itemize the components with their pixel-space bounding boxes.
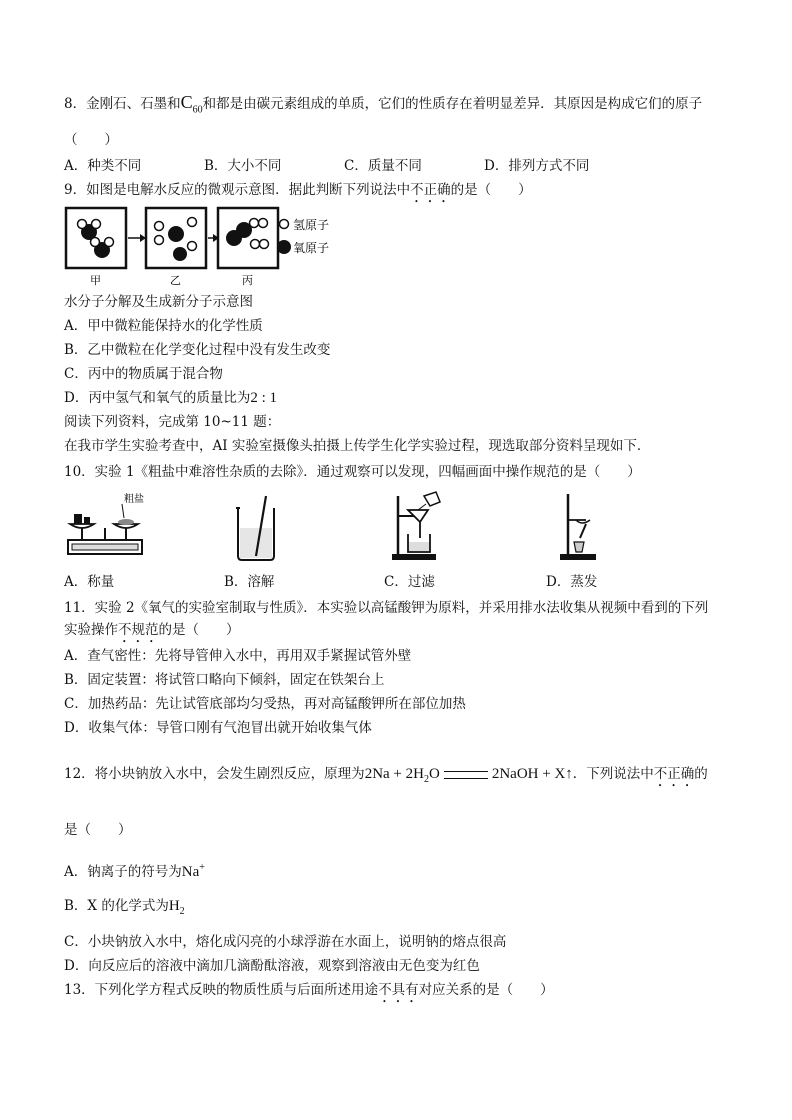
q12-option-a-text: A．钠离子的符号为 [64, 864, 182, 880]
q9-option-c[interactable]: C．丙中的物质属于混合物 [64, 366, 223, 382]
hydrogen-subscript: 2 [179, 906, 185, 917]
evaporation-figure [556, 490, 606, 562]
q12-equation [364, 766, 573, 785]
q8-stem-part-b: 和都是由碳元素组成的单质，它们的性质存在着明显差异．其原因是构成它们的原子 [202, 96, 703, 112]
q9-option-d[interactable] [64, 388, 277, 408]
q12-option-b-text: B．X 的化学式为 [64, 898, 169, 914]
q11-option-a[interactable]: A．查气密性：先将导管伸入水中，再用双手紧握试管外壁 [64, 648, 412, 664]
hydrogen-formula [168, 898, 185, 917]
c60-base: C [180, 92, 193, 112]
q11-stem-part-a: 实验操作 [64, 622, 118, 638]
q13-stem-part-b: 对应关系的是（ ） [418, 982, 554, 998]
q8-stem-part-a: 8．金刚石、石墨和 [64, 96, 181, 112]
q12-stem-part-a: 12．将小块钠放入水中，会发生剧烈反应，原理为 [64, 766, 365, 782]
q12-eq-right: 2NaOH + X↑ [491, 766, 573, 782]
q9-stem-part-a: 9．如图是电解水反应的微观示意图．据此判断下列说法中 [64, 182, 411, 198]
q12-stem-part-b: ．下列说法中 [572, 766, 654, 782]
q9-stem [64, 180, 532, 206]
separated-atoms-icon [155, 218, 197, 262]
c60-subscript: 60 [192, 104, 203, 116]
balance-crude-salt-label: 粗盐 [124, 494, 144, 505]
legend-oxygen-label: 氧原子 [293, 241, 330, 255]
beaker-dissolving-figure [232, 494, 282, 562]
q9-figure-caption: 水分子分解及生成新分子示意图 [64, 294, 253, 310]
q8-answer-blank: （ ） [64, 132, 118, 148]
equation-equals-sign [444, 771, 488, 779]
c60-formula [180, 92, 203, 116]
arrow-right-icon [128, 234, 146, 242]
q9-mass-ratio: 2 : 1 [250, 390, 277, 406]
q13-stem-part-a: 13．下列化学方程式反映的物质性质与后面所述用途 [64, 982, 379, 998]
q9-option-d-text: D．丙中氢气和氧气的质量比为 [64, 390, 251, 406]
sodium-ion-symbol [182, 864, 205, 880]
q12-stem [64, 764, 708, 790]
q10-stem: 10．实验 1《粗盐中难溶性杂质的去除》．通过观察可以发现，四幅画面中操作规范的是（ ） [64, 464, 641, 480]
q8-option-b[interactable]: B．大小不同 [204, 158, 282, 174]
q12-stem-part-c: 的 [694, 766, 708, 782]
q12-eq-left-a: 2Na + 2H [364, 766, 424, 782]
q12-option-c[interactable]: C．小块钠放入水中，熔化成闪亮的小球浮游在水面上，说明钠的熔点很高 [64, 934, 507, 950]
label-yi: 乙 [170, 274, 181, 287]
label-jia: 甲 [90, 274, 101, 287]
q11-stem-part-b: 的是（ ） [158, 622, 240, 638]
q11-stem-line2 [64, 620, 240, 646]
water-molecule-icon [78, 220, 101, 241]
q11-option-d[interactable]: D．收集气体：导管口刚有气泡冒出就开始收集气体 [64, 720, 372, 736]
hydrogen-symbol: H [168, 898, 180, 914]
q11-stem-line1: 11．实验 2《氧气的实验室制取与性质》．本实验以高锰酸钾为原料，并采用排水法收集从视频中看到的下列 [64, 600, 709, 616]
passage-intro: 阅读下列资料，完成第 10~11 题： [64, 414, 281, 430]
q12-stem-line2: 是（ ） [64, 822, 132, 838]
q12-option-d[interactable]: D．向反应后的溶液中滴加几滴酚酞溶液，观察到溶液由无色变为红色 [64, 958, 480, 974]
q10-option-a[interactable]: A．称量 [64, 574, 115, 590]
q11-stem-emphasis: 不规范 [118, 622, 159, 638]
q12-eq-left-subscript: 2 [423, 774, 429, 785]
sodium-symbol: Na [181, 864, 200, 880]
q8-option-c[interactable]: C．质量不同 [344, 158, 422, 174]
q10-option-c[interactable]: C．过滤 [384, 574, 435, 590]
q9-stem-part-b: 的是（ ） [450, 182, 532, 198]
q10-option-b[interactable]: B．溶解 [224, 574, 275, 590]
q9-option-a[interactable]: A．甲中微粒能保持水的化学性质 [64, 318, 263, 334]
q9-stem-emphasis: 不正确 [410, 182, 451, 198]
water-molecule-icon [91, 238, 114, 259]
q11-option-c[interactable]: C．加热药品：先让试管底部均匀受热，再对高锰酸钾所在部位加热 [64, 696, 466, 712]
balance-weighing-figure [62, 488, 152, 562]
electrolysis-diagram [62, 204, 352, 288]
q13-stem [64, 980, 554, 1006]
q13-stem-emphasis: 不具有 [378, 982, 419, 998]
q8-stem [64, 92, 702, 121]
legend-hydrogen-label: 氢原子 [293, 218, 330, 232]
passage-text: 在我市学生实验考查中，AI 实验室摄像头拍摄上传学生化学实验过程，现选取部分资料呈现如下． [64, 438, 651, 454]
label-bing: 丙 [242, 274, 253, 287]
q12-option-b[interactable] [64, 896, 185, 922]
q8-option-d[interactable]: D．排列方式不同 [484, 158, 590, 174]
q11-option-b[interactable]: B．固定装置：将试管口略向下倾斜，固定在铁架台上 [64, 672, 385, 688]
q12-stem-emphasis: 不正确 [653, 766, 695, 782]
sodium-charge: + [199, 862, 205, 873]
q10-option-d[interactable]: D．蒸发 [546, 574, 598, 590]
q12-option-a[interactable] [64, 858, 205, 882]
q8-option-a[interactable]: A．种类不同 [64, 158, 142, 174]
q9-option-b[interactable]: B．乙中微粒在化学变化过程中没有发生改变 [64, 342, 331, 358]
product-molecules-icon [226, 219, 269, 249]
oxygen-atom-legend-icon [277, 240, 291, 254]
hydrogen-atom-legend-icon [280, 220, 289, 229]
filtration-figure [388, 488, 448, 562]
q12-eq-left-b: O [428, 766, 440, 782]
